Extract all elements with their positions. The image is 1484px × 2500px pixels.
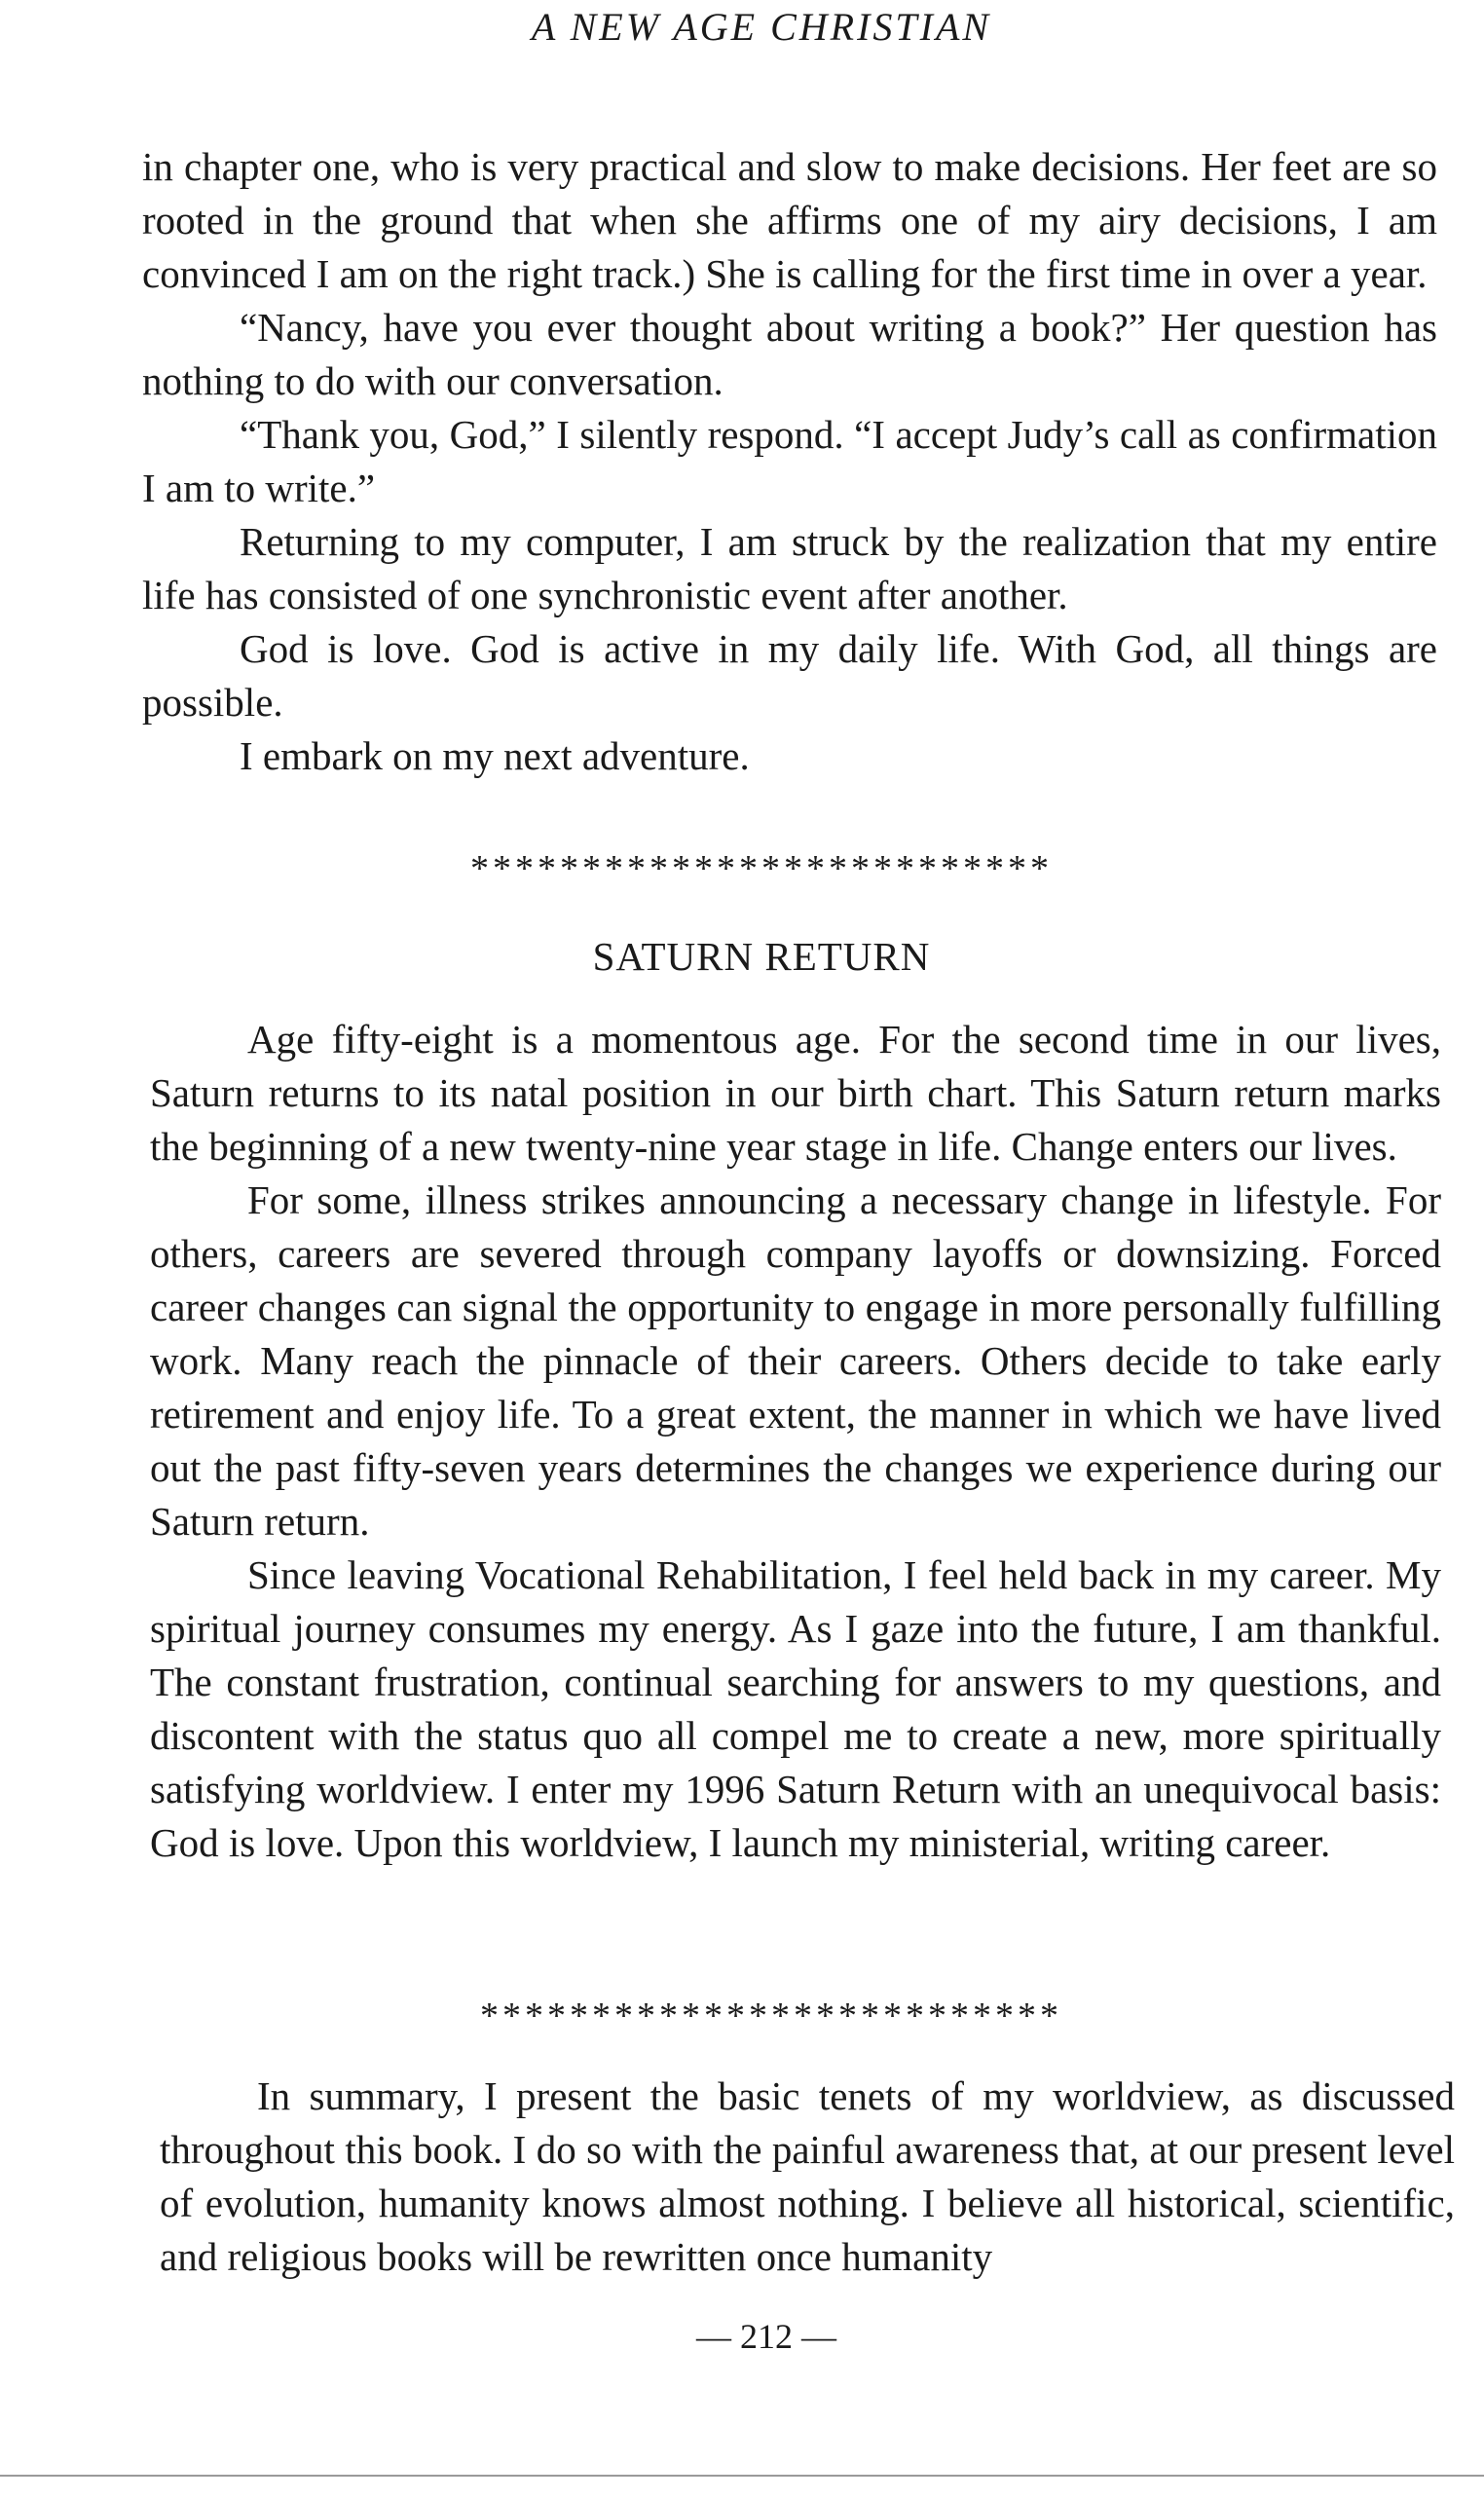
paragraph: For some, illness strikes announcing a necessary change in lifestyle. For others, careers are severed through company layoffs or downsizing. Forced career changes can signal the opportunity to engage in more personally fulfilling work. Many reach the pinnacle of their careers. Others decide to take early retirement and enjoy life. To a great extent, the manner in which we have lived out the past fifty-seven years determines the changes we experience during our Saturn return. [150,1177,1441,1544]
section-separator: ************************** [480,1996,1062,2036]
paragraph: in chapter one, who is very practical and slow to make decisions. Her feet are so rooted in the ground that when she affirms one of my airy decisions, I am convinced I am on the right track.) She is calling for the first time in over a year. [142,144,1437,296]
running-title: A NEW AGE CHRISTIAN [531,5,992,49]
paragraph: Age fifty-eight is a momentous age. For the second time in our lives, Saturn returns to its natal position in our birth chart. This Saturn return marks the beginning of a new twenty-nine year stage in life. Change enters our lives. [150,1017,1441,1169]
paragraph: Returning to my computer, I am struck by the realization that my entire life has consisted of one synchronistic event after another. [142,519,1437,617]
text-block-saturn-return [150,1013,1441,1870]
text-block-summary [160,2070,1455,2284]
paragraph: “Nancy, have you ever thought about writing a book?” Her question has nothing to do with our conversation. [142,305,1437,403]
section-separator: ************************** [470,848,1053,889]
scan-edge-rule [0,2475,1484,2477]
paragraph: I embark on my next adventure. [240,733,750,778]
paragraph: Since leaving Vocational Rehabilitation, I feel held back in my career. My spiritual journey consumes my energy. As I gaze into the future, I am thankful. The constant frustration, continual searching for answers to my questions, and discontent with the status quo all compel me to create a new, more spiritually satisfying worldview. I enter my 1996 Saturn Return with an unequivocal basis: God is love. Upon this worldview, I launch my ministerial, writing career. [150,1552,1441,1865]
section-heading: SATURN RETURN [592,934,931,979]
paragraph: “Thank you, God,” I silently respond. “I accept Judy’s call as confirmation I am to write.” [142,412,1437,510]
page-number: — 212 — [696,2317,836,2356]
paragraph: In summary, I present the basic tenets of my worldview, as discussed throughout this book. I do so with the painful awareness that, at our present level of evolution, humanity knows almost nothing. I believe all historical, scientific, and religious books will be rewritten once humanity [160,2073,1455,2279]
text-block-continuation [142,140,1437,783]
paragraph: God is love. God is active in my daily life. With God, all things are possible. [142,626,1437,725]
